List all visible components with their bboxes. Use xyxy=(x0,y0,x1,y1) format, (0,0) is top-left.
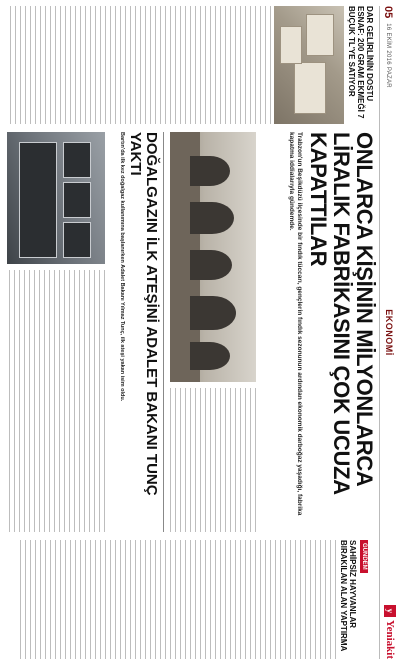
left-story xyxy=(6,6,374,124)
lead-deck: Trabzon'un Beşikdüzü ilçesinde bir fındık tüccarı, gençlerin fındık sezonunun ardından ekonomik darboğaz yaşadığı, fabrika kapatma iddialarıyla gündemde. xyxy=(288,132,303,516)
lead-photo xyxy=(170,132,256,382)
masthead-left xyxy=(382,6,394,88)
right-story-tag: GÜNDEM xyxy=(360,540,368,573)
photo-shape xyxy=(190,296,236,330)
brand-logo xyxy=(384,605,396,659)
right-story-body-placeholder xyxy=(16,540,336,659)
photo-shape xyxy=(190,250,232,280)
left-story-title: DAR GELİRLİNİN DOSTU ESNAF: 200 GRAM EKMEĞİ 7 BUÇUK TL'YE SATIYOR xyxy=(347,6,374,119)
right-story xyxy=(6,540,376,659)
photo-shape xyxy=(63,222,91,258)
bottom-story xyxy=(5,132,164,532)
lead-headline: ONLARCA KİŞİNİN MİLYONLARCA LİRALIK FABRİKASINI ÇOK UCUZA KAPATTILAR xyxy=(306,132,377,495)
photo-shape xyxy=(63,142,91,178)
bottom-deck: Bartın'da ilk kez doğalgaz kullanımına başlanırken Adalet Bakanı Yılmaz Tunç, ilk ateşi yakan isim oldu. xyxy=(119,132,125,402)
brand-name: Yeniakit xyxy=(384,619,396,659)
bottom-headline: DOĞALGAZIN İLK ATEŞİNİ ADALET BAKANI TUNÇ YAKTI xyxy=(127,132,160,496)
page-number: 05 xyxy=(382,6,394,19)
photo-shape xyxy=(190,156,230,186)
section-label: EKONOMİ xyxy=(384,309,394,356)
issue-date: 16 EKİM 2016 PAZAR xyxy=(385,23,391,88)
masthead xyxy=(379,6,396,659)
right-story-title: SAHİPSİZ HAYVANLAR BIRAKILAN ALAN YAPTIRMA xyxy=(339,540,357,652)
photo-shape xyxy=(63,182,91,218)
lead-story xyxy=(170,132,376,532)
photo-shape xyxy=(280,26,302,64)
photo-shape xyxy=(190,342,230,370)
photo-shape xyxy=(190,202,234,234)
bakery-photo xyxy=(274,6,344,124)
bottom-body-placeholder xyxy=(7,270,105,532)
photo-shape xyxy=(294,62,326,114)
lead-body-placeholder xyxy=(170,388,256,532)
bottom-photo xyxy=(7,132,105,264)
photo-shape xyxy=(19,142,57,258)
brand-mark-icon: y xyxy=(384,605,396,617)
photo-shape xyxy=(306,14,334,56)
left-story-body-placeholder xyxy=(6,6,271,124)
